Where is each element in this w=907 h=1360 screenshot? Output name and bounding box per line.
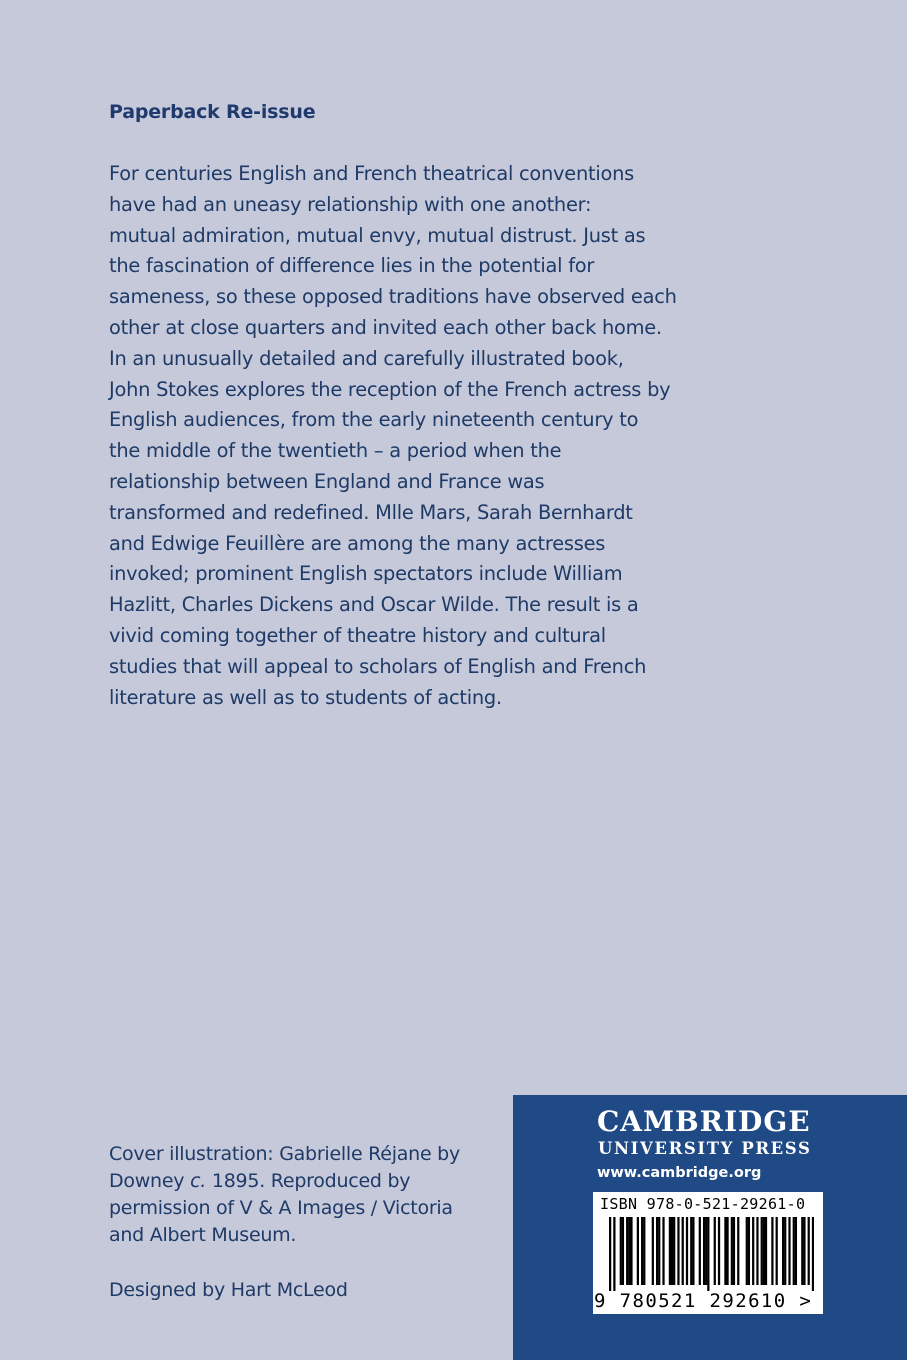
barcode-bar [686, 1217, 688, 1285]
blurb-line: For centuries English and French theatrical conventions [109, 162, 635, 185]
barcode-bar [669, 1217, 671, 1285]
barcode-bar [662, 1217, 664, 1285]
barcode-bar [692, 1217, 694, 1285]
barcode-bar [656, 1217, 658, 1285]
publisher-panel [513, 1095, 907, 1360]
publisher-logo-name: CAMBRIDGE [597, 1105, 811, 1138]
barcode-bar [630, 1217, 632, 1285]
barcode-bar [707, 1217, 709, 1291]
barcode-bar [812, 1217, 814, 1291]
circa-abbreviation: c. [190, 1170, 207, 1192]
barcode-bar [793, 1217, 795, 1285]
barcode-icon [609, 1217, 814, 1291]
barcode-bar [673, 1217, 675, 1285]
barcode-bar [733, 1217, 735, 1285]
barcode-digits: 9 780521 292610 > [594, 1290, 813, 1312]
blurb-line: invoked; prominent English spectators include William [109, 562, 623, 586]
barcode-bar [637, 1217, 639, 1285]
barcode-bar [801, 1217, 803, 1285]
barcode-bar [795, 1217, 797, 1285]
blurb-line: studies that will appeal to scholars of English and French [109, 654, 647, 678]
blurb-line: John Stokes explores the reception of the French actress by [109, 377, 671, 401]
credit-line: and Albert Museum. [109, 1224, 297, 1246]
barcode-bar [628, 1217, 630, 1285]
credit-text: Downey [109, 1170, 191, 1192]
credit-line: Cover illustration: Gabrielle Réjane by [109, 1143, 460, 1165]
barcode-bar [703, 1217, 705, 1285]
cover-credits [109, 1141, 499, 1249]
publisher-website: www.cambridge.org [597, 1165, 762, 1181]
isbn-label: ISBN 978-0-521-29261-0 [600, 1195, 806, 1213]
barcode-bar [705, 1217, 707, 1285]
barcode-bar [726, 1217, 728, 1285]
barcode-bar [731, 1217, 733, 1285]
barcode-bar [677, 1217, 679, 1285]
barcode-bar [652, 1217, 654, 1285]
barcode-bar [737, 1217, 739, 1285]
blurb-line: Hazlitt, Charles Dickens and Oscar Wilde. The result is a [109, 593, 639, 617]
barcode-bar [718, 1217, 720, 1285]
barcode-bar [782, 1217, 784, 1285]
blurb-line: English audiences, from the early nineteenth century to [109, 408, 639, 432]
barcode-bar [641, 1217, 643, 1285]
book-description [109, 159, 677, 713]
blurb-line: have had an uneasy relationship with one another: [109, 192, 592, 216]
barcode-bar [622, 1217, 624, 1285]
designer-credit: Designed by Hart McLeod [109, 1279, 348, 1301]
blurb-line: In an unusually detailed and carefully illustrated book, [109, 346, 624, 370]
barcode-bar [752, 1217, 754, 1285]
blurb-line: literature as well as to students of acting. [109, 685, 502, 709]
blurb-line: relationship between England and France was [109, 469, 545, 493]
barcode-bar [771, 1217, 773, 1285]
barcode-bar [620, 1217, 622, 1285]
credit-text: 1895. Reproduced by [206, 1170, 411, 1192]
isbn-barcode [593, 1192, 823, 1314]
barcode-bar [714, 1217, 716, 1285]
barcode-bar [658, 1217, 660, 1285]
blurb-line: other at close quarters and invited each other back home. [109, 315, 662, 339]
blurb-line: transformed and redefined. Mlle Mars, Sarah Bernhardt [109, 500, 633, 524]
paperback-reissue-heading: Paperback Re-issue [109, 101, 316, 123]
barcode-bar [699, 1217, 701, 1285]
credit-line: permission of V & A Images / Victoria [109, 1197, 453, 1219]
blurb-line: vivid coming together of theatre history and cultural [109, 623, 606, 647]
blurb-line: the fascination of difference lies in the potential for [109, 254, 595, 278]
blurb-line: and Edwige Feuillère are among the many actresses [109, 531, 606, 555]
blurb-line: mutual admiration, mutual envy, mutual distrust. Just as [109, 223, 646, 247]
barcode-bar [784, 1217, 786, 1285]
barcode-bar [763, 1217, 765, 1285]
publisher-logo-subname: UNIVERSITY PRESS [598, 1139, 812, 1158]
barcode-bar [808, 1217, 810, 1285]
barcode-bar [682, 1217, 684, 1285]
blurb-line: sameness, so these opposed traditions have observed each [109, 285, 677, 309]
barcode-bar [756, 1217, 758, 1285]
barcode-bar [765, 1217, 767, 1285]
barcode-bar [643, 1217, 645, 1285]
barcode-bar [609, 1217, 611, 1291]
barcode-bar [690, 1217, 692, 1285]
barcode-bar [803, 1217, 805, 1285]
barcode-bar [788, 1217, 790, 1285]
blurb-line: the middle of the twentieth – a period when the [109, 439, 562, 463]
barcode-bar [776, 1217, 778, 1285]
barcode-bar [761, 1217, 763, 1285]
credit-line [109, 1168, 499, 1195]
barcode-bar [746, 1217, 748, 1285]
barcode-bar [613, 1217, 615, 1291]
barcode-bar [748, 1217, 750, 1285]
barcode-bar [626, 1217, 628, 1285]
barcode-bar [671, 1217, 673, 1285]
barcode-bar [724, 1217, 726, 1285]
